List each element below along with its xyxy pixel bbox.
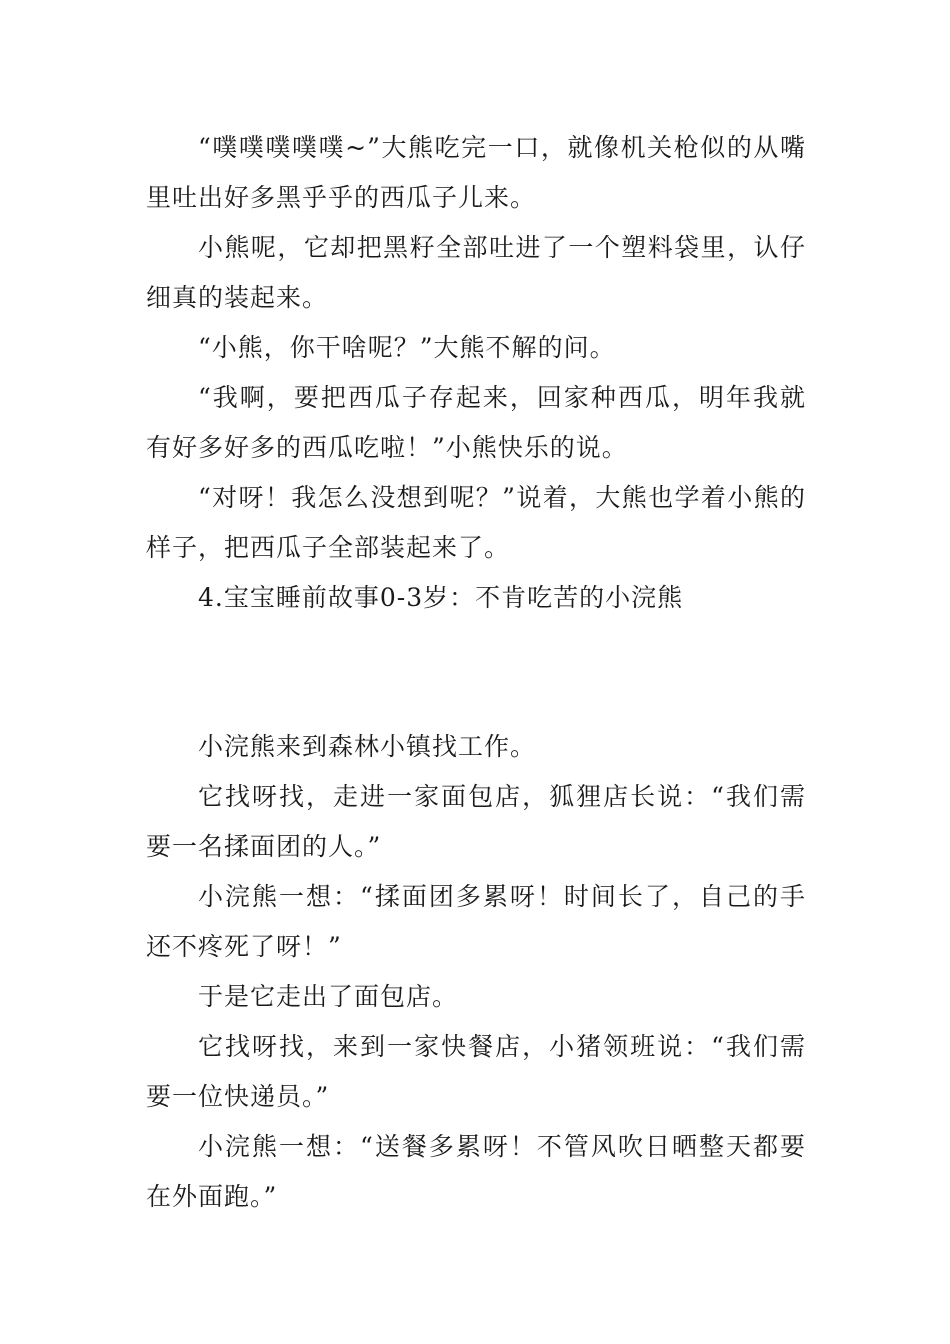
paragraph: 小浣熊一想：“送餐多累呀！不管风吹日晒整天都要在外面跑。”: [146, 1132, 806, 1211]
paragraph: 小熊呢，它却把黑籽全部吐进了一个塑料袋里，认仔细真的装起来。: [146, 233, 806, 312]
paragraph: 于是它走出了面包店。: [198, 982, 459, 1011]
story-section-watermelon: [146, 123, 806, 623]
paragraph: 小浣熊一想：“揉面团多累呀！时间长了，自己的手还不疼死了呀！”: [146, 882, 806, 961]
story-heading: 4.宝宝睡前故事0-3岁：不肯吃苦的小浣熊: [198, 583, 684, 612]
paragraph: 它找呀找，来到一家快餐店，小猪领班说：“我们需要一位快递员。”: [146, 1032, 806, 1111]
paragraph: “小熊，你干啥呢？”大熊不解的问。: [198, 333, 616, 362]
paragraph: 它找呀找，走进一家面包店，狐狸店长说：“我们需要一名揉面团的人。”: [146, 782, 806, 861]
paragraph: “噗噗噗噗噗~”大熊吃完一口，就像机关枪似的从嘴里吐出好多黑乎乎的西瓜子儿来。: [146, 133, 806, 212]
story-section-raccoon: [146, 722, 806, 1222]
paragraph: 小浣熊来到森林小镇找工作。: [198, 732, 537, 761]
paragraph: “我啊，要把西瓜子存起来，回家种西瓜，明年我就有好多好多的西瓜吃啦！”小熊快乐的说。: [146, 383, 806, 462]
paragraph: “对呀！我怎么没想到呢？”说着，大熊也学着小熊的样子，把西瓜子全部装起来了。: [146, 483, 806, 562]
